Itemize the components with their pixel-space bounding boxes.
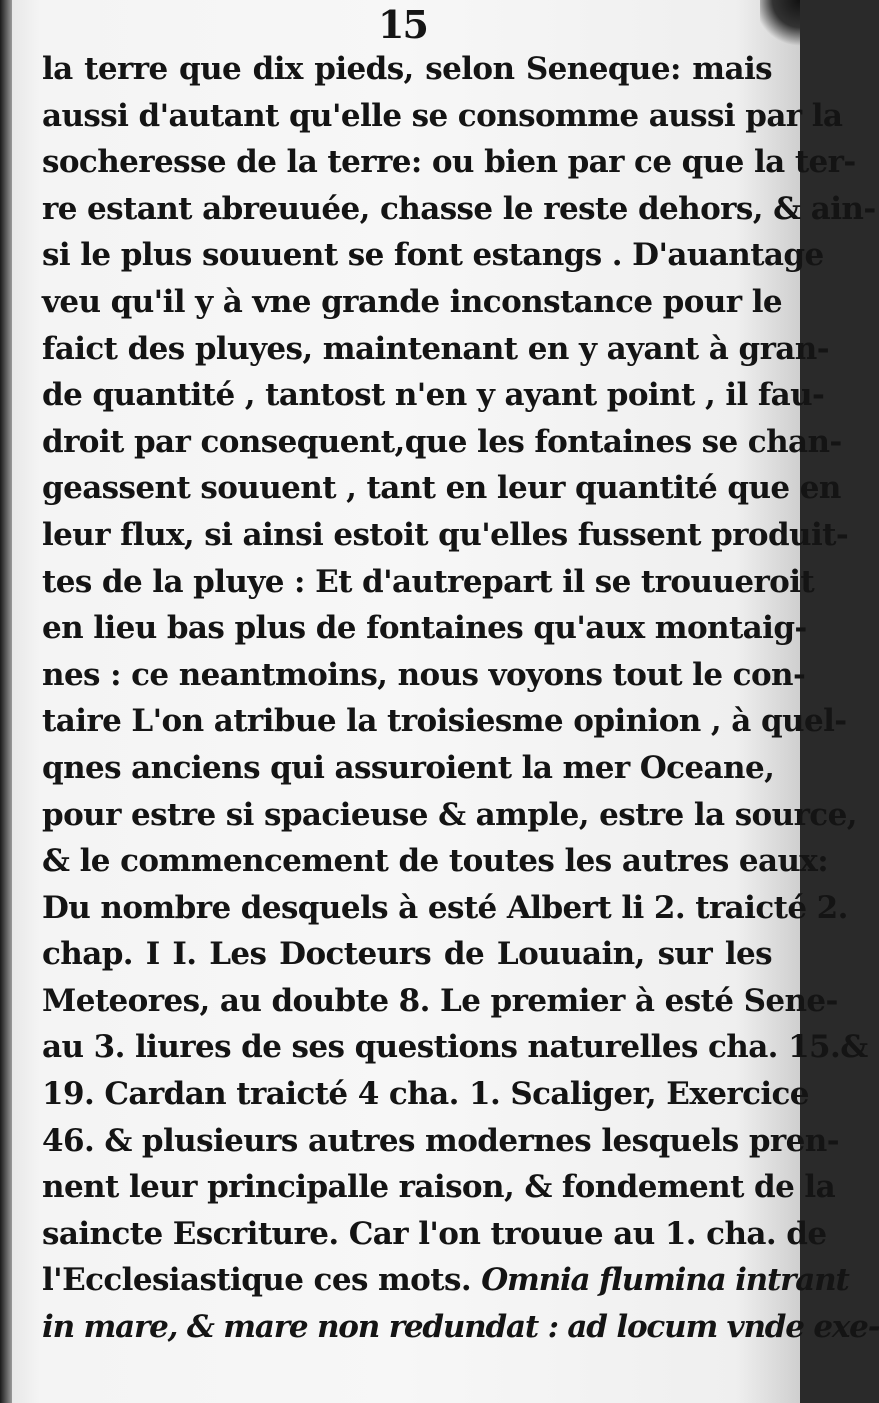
text-line: Du nombre desquels à esté Albert li 2. traicté 2.	[42, 889, 848, 926]
text-line-roman-part: l'Ecclesiastique ces mots.	[42, 1262, 482, 1299]
text-line: nes : ce neantmoins, nous voyons tout le con-	[42, 656, 806, 693]
text-line: la terre que dix pieds, selon Seneque: mais	[42, 51, 772, 87]
text-line: & le commencement de toutes les autres eaux:	[42, 843, 829, 880]
text-line: geassent souuent , tant en leur quantité que en	[42, 470, 841, 507]
text-line: qnes anciens qui assuroient la mer Oceane,	[42, 749, 775, 786]
page-number: 15	[378, 2, 427, 47]
text-line: socheresse de la terre: ou bien par ce que la ter-	[42, 144, 856, 181]
text-line: taire L'on atribue la troisiesme opinion , à quel-	[42, 703, 847, 740]
text-line: leur flux, si ainsi estoit qu'elles fussent produit-	[42, 516, 849, 553]
page-text-block	[42, 46, 879, 1351]
text-line-italic-part: Omnia flumina intrant	[481, 1262, 849, 1299]
page-spine-shadow	[0, 0, 12, 1403]
text-line: tes de la pluye : Et d'autrepart il se trouueroit	[42, 563, 815, 600]
text-line: de quantité , tantost n'en y ayant point , il fau-	[42, 377, 825, 414]
text-line: 46. & plusieurs autres modernes lesquels pren-	[42, 1122, 839, 1159]
text-line: droit par consequent,que les fontaines se chan-	[42, 423, 842, 460]
text-line: chap. I I. Les Docteurs de Louuain, sur les	[42, 936, 772, 973]
text-line: in mare, & mare non redundat : ad locum vnde exe-	[42, 1309, 879, 1346]
text-line: saincte Escriture. Car l'on trouue au 1. cha. de	[42, 1215, 827, 1252]
text-line: en lieu bas plus de fontaines qu'aux montaig-	[42, 610, 807, 647]
text-line: Meteores, au doubte 8. Le premier à esté Sene-	[42, 982, 838, 1019]
text-line	[42, 1257, 849, 1304]
text-line: aussi d'autant qu'elle se consomme aussi par la	[42, 97, 843, 134]
text-line: veu qu'il y à vne grande inconstance pour le	[42, 283, 783, 320]
page-corner-shadow	[760, 0, 800, 46]
text-line: re estant abreuuée, chasse le reste dehors, & ain-	[42, 190, 876, 227]
text-line: 19. Cardan traicté 4 cha. 1. Scaliger, Exercice	[42, 1076, 809, 1113]
text-line: au 3. liures de ses questions naturelles cha. 15.&	[42, 1029, 868, 1066]
text-line: nent leur principalle raison, & fondement de la	[42, 1169, 836, 1206]
text-line: pour estre si spacieuse & ample, estre la source,	[42, 796, 857, 833]
text-line: si le plus souuent se font estangs . D'auantage	[42, 237, 824, 274]
text-line: faict des pluyes, maintenant en y ayant à gran-	[42, 330, 829, 367]
